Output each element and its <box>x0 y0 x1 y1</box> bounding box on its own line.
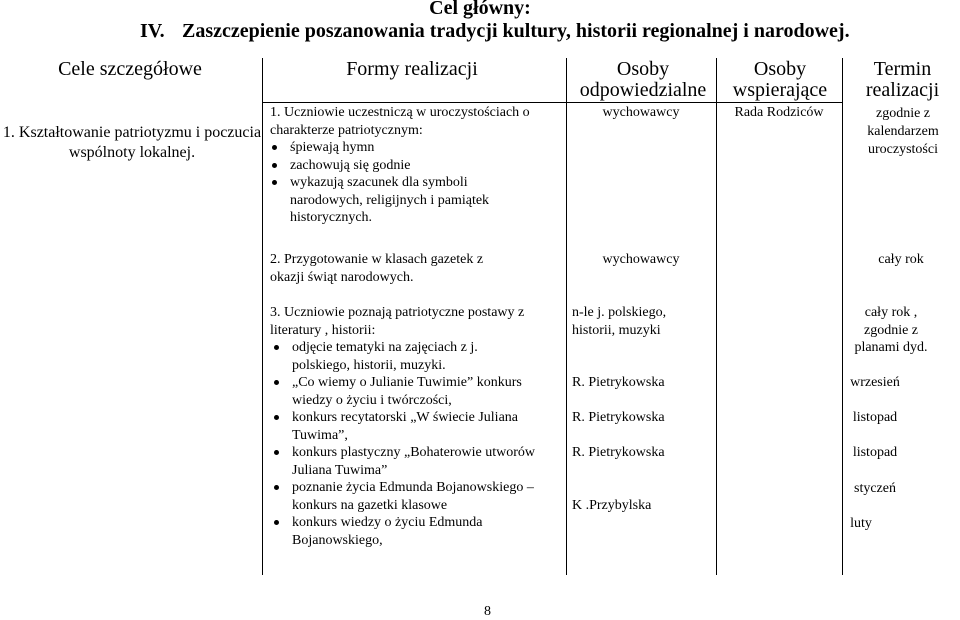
list-item: konkurs plastyczny „Bohaterowie utworów Juliana Tuwima” <box>270 444 538 479</box>
list-item: odjęcie tematyki na zajęciach z j. polskiego, historii, muzyki. <box>270 339 492 374</box>
form-title-1: 1. Uczniowie uczestniczą w uroczystościach o charakterze patriotycznym: <box>270 105 530 138</box>
list-item: „Co wiemy o Julianie Tuwimie” konkurs wiedzy o życiu i twórczości, <box>270 374 538 409</box>
term-row-3-yearly: cały rok , zgodnie z planami dyd. <box>854 305 928 355</box>
responsible-row-3-a: R. Pietrykowska <box>572 375 665 390</box>
responsible-row-3-d: K .Przybylska <box>572 498 652 513</box>
responsible-row-3-b: R. Pietrykowska <box>572 410 665 425</box>
table-divider <box>842 58 843 575</box>
form-row-3 <box>270 304 564 549</box>
page-number: 8 <box>484 604 491 619</box>
list-item: konkurs wiedzy o życiu Edmunda Bojanowskiego, <box>270 514 522 549</box>
term-row-3-november: listopad <box>852 410 898 425</box>
term-row-1: zgodnie z kalendarzem uroczystości <box>867 106 939 157</box>
responsible-row-1: wychowawcy <box>602 105 680 120</box>
responsible-row-3-c: R. Pietrykowska <box>572 445 665 460</box>
supporting-row-1: Rada Rodziców <box>734 105 824 120</box>
term-row-3-january: styczeń <box>854 481 896 496</box>
form-bullets-1 <box>268 139 564 227</box>
form-row-2: 2. Przygotowanie w klasach gazetek z okazji świąt narodowych. <box>270 252 484 285</box>
column-header-supporting: Osoby wspierające <box>732 58 828 101</box>
goal-heading: Cel główny: <box>429 0 531 19</box>
goal-text: Zaszczepienie poszanowania tradycji kultury, historii regionalnej i narodowej. <box>182 20 850 42</box>
term-row-3-november: listopad <box>852 445 898 460</box>
column-header-responsible: Osoby odpowiedzialne <box>579 58 707 101</box>
list-item: śpiewają hymn <box>268 139 564 157</box>
form-title-3: 3. Uczniowie poznają patriotyczne postawy z literatury , historii: <box>270 305 525 338</box>
list-item: zachowują się godnie <box>268 157 564 175</box>
term-row-3-february: luty <box>850 516 872 531</box>
column-header-forms: Formy realizacji <box>346 58 478 80</box>
section-number: IV. <box>140 20 165 42</box>
table-divider <box>262 58 263 575</box>
goal-title <box>140 20 850 43</box>
form-row-1 <box>268 104 564 227</box>
term-row-3-september: wrzesień <box>850 375 900 390</box>
list-item: konkurs recytatorski „W świecie Juliana Tuwima”, <box>270 409 538 444</box>
responsible-row-3-teachers: n-le j. polskiego, historii, muzyki <box>572 305 667 338</box>
list-item: wykazują szacunek dla symboli narodowych, religijnych i pamiątek historycznych. <box>268 174 530 227</box>
table-rule <box>262 102 842 103</box>
table-divider <box>566 58 567 575</box>
goal-cell: 1. Kształtowanie patriotyzmu i poczucia wspólnoty lokalnej. <box>2 124 262 161</box>
responsible-row-2: wychowawcy <box>602 252 680 267</box>
form-bullets-3 <box>270 339 538 549</box>
column-header-goals: Cele szczegółowe <box>58 58 202 80</box>
table-divider <box>716 58 717 575</box>
term-row-2: cały rok <box>878 252 924 267</box>
column-header-term: Termin realizacji <box>865 58 940 101</box>
list-item: poznanie życia Edmunda Bojanowskiego – konkurs na gazetki klasowe <box>270 479 538 514</box>
